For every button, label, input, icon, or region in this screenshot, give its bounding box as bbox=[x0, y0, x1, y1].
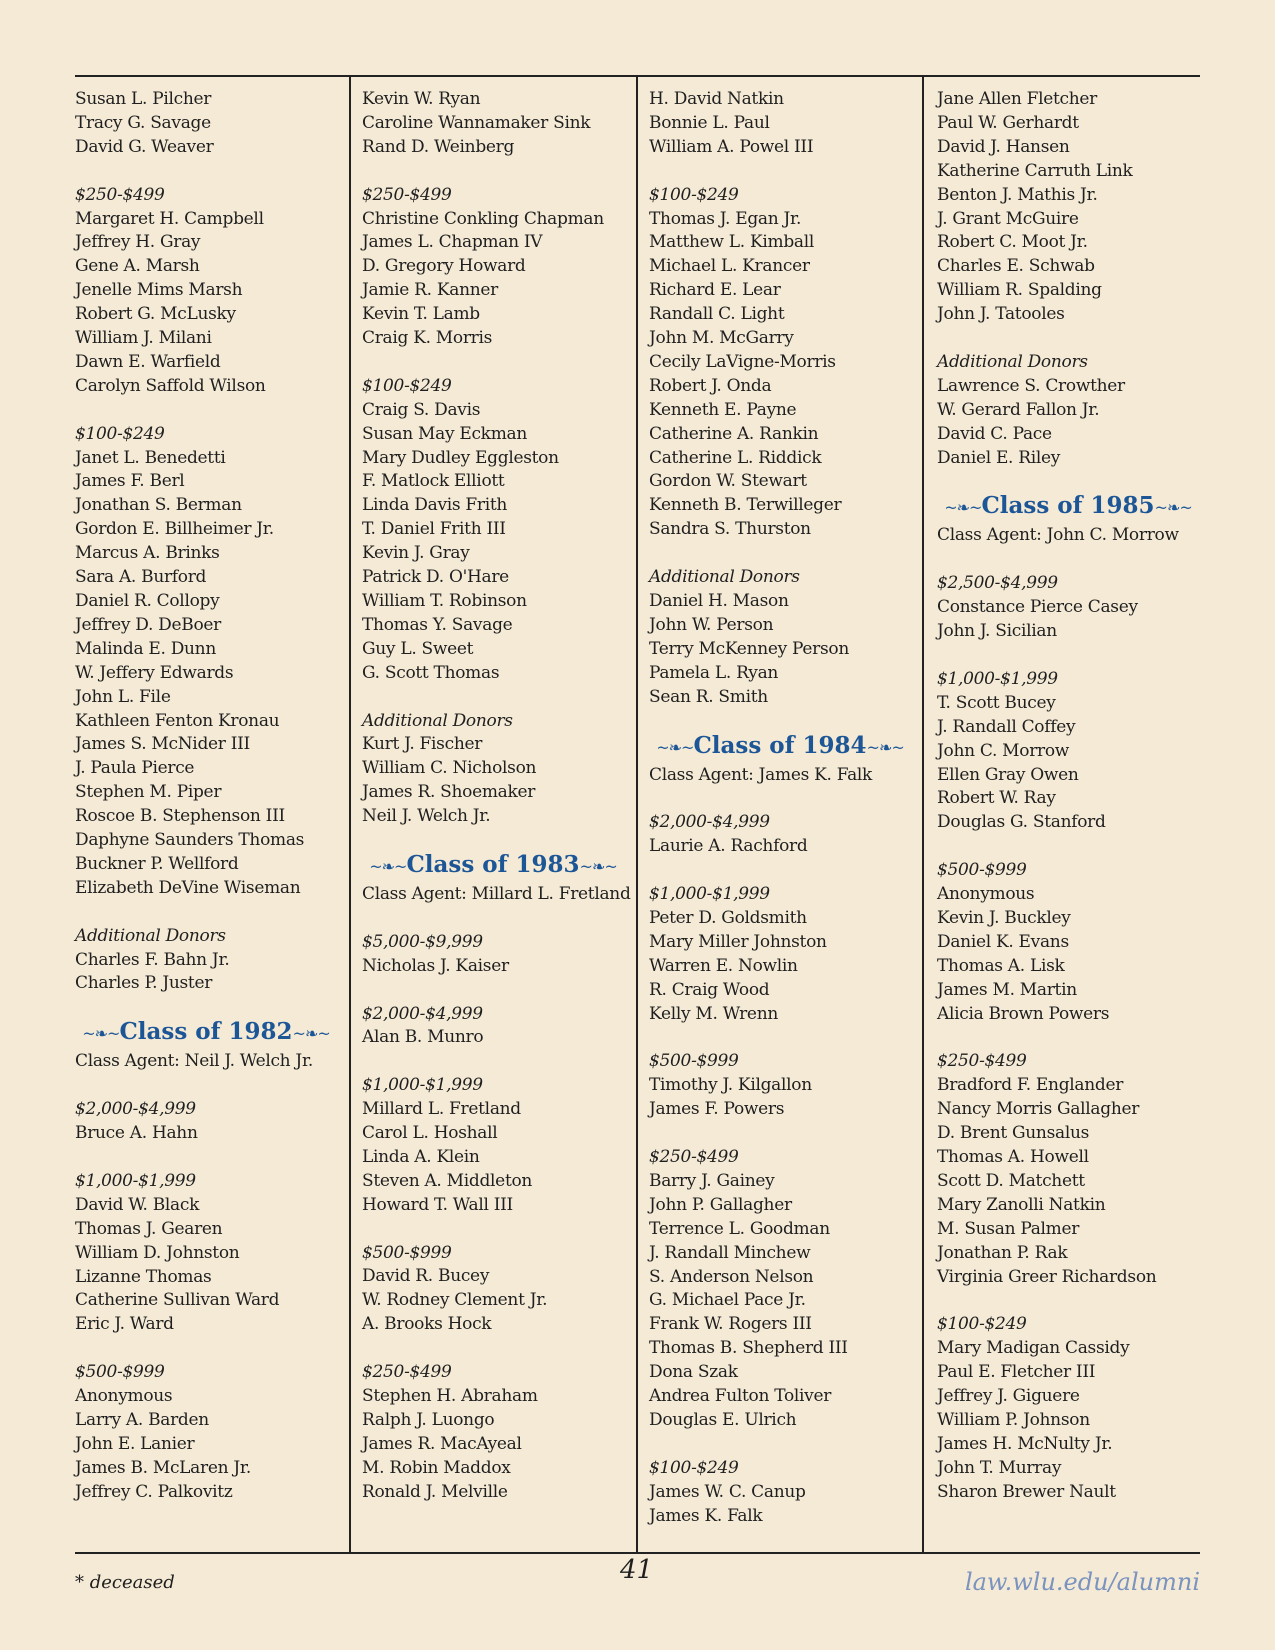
donor-name: Daniel H. Mason bbox=[649, 591, 789, 611]
donor-name: Linda Davis Frith bbox=[362, 495, 508, 516]
class-agent: Class Agent: James K. Falk bbox=[649, 764, 873, 785]
donor-column-4 bbox=[937, 88, 1199, 1505]
donor-name: Douglas G. Stanford bbox=[937, 812, 1106, 833]
donor-name: Alicia Brown Powers bbox=[937, 1003, 1110, 1024]
donor-name: Jenelle Mims Marsh bbox=[75, 280, 243, 301]
gift-range-label: $1,000-$1,999 bbox=[75, 1170, 196, 1191]
gift-range-label: $250-$499 bbox=[937, 1051, 1027, 1072]
spacer bbox=[362, 351, 624, 375]
column-divider bbox=[349, 75, 351, 1554]
donor-name: Dona Szak bbox=[649, 1362, 738, 1383]
donor-name: Robert C. Moot Jr. bbox=[937, 232, 1088, 253]
donor-name: Gordon E. Billheimer Jr. bbox=[75, 519, 274, 540]
donor-name: Mary Madigan Cassidy bbox=[937, 1338, 1130, 1359]
donor-name: Christine Conkling Chapman bbox=[362, 208, 604, 229]
donor-name: Jamie R. Kanner bbox=[362, 280, 498, 301]
donor-name: Cecily LaVigne-Morris bbox=[649, 351, 836, 372]
donor-column-3 bbox=[649, 88, 911, 1528]
gift-range-label: $2,500-$4,999 bbox=[937, 573, 1058, 594]
gift-range-label: $100-$249 bbox=[649, 184, 739, 205]
gift-range-label: $100-$249 bbox=[649, 1457, 739, 1478]
class-year-label: Class of 1983 bbox=[406, 851, 580, 879]
donor-name: Thomas J. Gearen bbox=[75, 1218, 223, 1239]
spacer bbox=[649, 859, 911, 883]
donor-name: James B. McLaren Jr. bbox=[75, 1457, 251, 1478]
spacer bbox=[75, 399, 337, 423]
donor-name: Paul E. Fletcher III bbox=[937, 1362, 1096, 1383]
ornament-left-icon: ~❧~ bbox=[656, 737, 694, 757]
class-year-label: Class of 1985 bbox=[981, 492, 1155, 520]
donor-name: Charles F. Bahn Jr. bbox=[75, 949, 230, 970]
donor-name: James S. McNider III bbox=[75, 734, 250, 755]
donor-name: James R. MacAyeal bbox=[362, 1433, 522, 1454]
donor-name: Susan L. Pilcher bbox=[75, 89, 212, 109]
donor-name: Steven A. Middleton bbox=[362, 1170, 533, 1191]
spacer bbox=[75, 1074, 337, 1098]
donor-name: Daniel K. Evans bbox=[937, 931, 1069, 952]
gift-range-label: $1,000-$1,999 bbox=[937, 668, 1058, 689]
donor-name: Anonymous bbox=[937, 884, 1035, 905]
donor-name: Jeffrey D. DeBoer bbox=[75, 614, 221, 635]
donor-name: Benton J. Mathis Jr. bbox=[937, 184, 1098, 205]
spacer bbox=[649, 542, 911, 566]
donor-name: John M. McGarry bbox=[649, 328, 794, 349]
donor-name: Jonathan P. Rak bbox=[937, 1242, 1068, 1263]
donor-name: Sara A. Burford bbox=[75, 567, 207, 588]
donor-name: Neil J. Welch Jr. bbox=[362, 806, 491, 827]
spacer bbox=[649, 160, 911, 184]
ornament-right-icon: ~❧~ bbox=[292, 1024, 330, 1044]
donor-name: Kevin J. Gray bbox=[362, 543, 470, 564]
column-divider bbox=[922, 75, 924, 1554]
donor-name: Barry J. Gainey bbox=[649, 1170, 775, 1191]
donor-name: Marcus A. Brinks bbox=[75, 543, 220, 564]
donor-name: Charles P. Juster bbox=[75, 973, 213, 994]
donor-name: Jeffrey C. Palkovitz bbox=[75, 1481, 233, 1502]
class-agent: Class Agent: Neil J. Welch Jr. bbox=[75, 1051, 314, 1072]
donor-name: Ellen Gray Owen bbox=[937, 764, 1079, 785]
gift-range-label: $500-$999 bbox=[937, 860, 1027, 881]
donor-name: James L. Chapman IV bbox=[362, 232, 543, 253]
donor-name: John J. Tatooles bbox=[937, 304, 1065, 325]
donor-name: F. Matlock Elliott bbox=[362, 471, 505, 492]
spacer bbox=[649, 1026, 911, 1050]
donor-name: David J. Hansen bbox=[937, 136, 1070, 157]
donor-name: J. Grant McGuire bbox=[937, 208, 1079, 229]
donor-name: Gene A. Marsh bbox=[75, 256, 200, 277]
spacer bbox=[362, 686, 624, 710]
donor-name: Millard L. Fretland bbox=[362, 1099, 521, 1120]
donor-name: A. Brooks Hock bbox=[362, 1314, 492, 1335]
page-number: 41 bbox=[620, 1555, 654, 1585]
spacer bbox=[362, 1050, 624, 1074]
donor-name: Matthew L. Kimball bbox=[649, 232, 815, 253]
donor-name: Roscoe B. Stephenson III bbox=[75, 806, 285, 827]
donor-name: Gordon W. Stewart bbox=[649, 471, 807, 492]
donor-name: Howard T. Wall III bbox=[362, 1194, 513, 1215]
gift-range-label: $100-$249 bbox=[937, 1314, 1027, 1335]
donor-name: James H. McNulty Jr. bbox=[937, 1433, 1113, 1454]
spacer bbox=[75, 1146, 337, 1170]
donor-name: Timothy J. Kilgallon bbox=[649, 1075, 812, 1096]
donor-name: Malinda E. Dunn bbox=[75, 638, 216, 659]
gift-range-label: Additional Donors bbox=[362, 710, 513, 731]
donor-name: Daniel R. Collopy bbox=[75, 591, 220, 611]
class-year-heading bbox=[937, 490, 1199, 524]
donor-name: Susan May Eckman bbox=[362, 423, 527, 444]
donor-name: Mary Zanolli Natkin bbox=[937, 1194, 1106, 1215]
donor-name: John T. Murray bbox=[937, 1457, 1062, 1478]
donor-name: Sharon Brewer Nault bbox=[937, 1481, 1116, 1502]
gift-range-label: $500-$999 bbox=[649, 1051, 739, 1072]
donor-name: Guy L. Sweet bbox=[362, 638, 474, 659]
donor-name: S. Anderson Nelson bbox=[649, 1266, 814, 1287]
donor-column-1 bbox=[75, 88, 337, 1505]
donor-name: Sean R. Smith bbox=[649, 686, 768, 707]
donor-name: Katherine Carruth Link bbox=[937, 160, 1133, 181]
donor-name: Kevin W. Ryan bbox=[362, 89, 481, 109]
donor-name: James K. Falk bbox=[649, 1505, 763, 1526]
donor-name: Paul W. Gerhardt bbox=[937, 112, 1079, 133]
gift-range-label: $250-$499 bbox=[362, 1362, 452, 1383]
donor-name: Nancy Morris Gallagher bbox=[937, 1099, 1140, 1120]
spacer bbox=[937, 835, 1199, 859]
donor-name: Thomas A. Howell bbox=[937, 1146, 1089, 1167]
donor-name: Robert W. Ray bbox=[937, 788, 1056, 809]
donor-name: Daphyne Saunders Thomas bbox=[75, 830, 305, 851]
donor-name: David G. Weaver bbox=[75, 136, 214, 157]
donor-name: John W. Person bbox=[649, 614, 774, 635]
donor-name: G. Michael Pace Jr. bbox=[649, 1290, 806, 1311]
donor-name: William T. Robinson bbox=[362, 591, 527, 611]
spacer bbox=[362, 160, 624, 184]
donor-name: William R. Spalding bbox=[937, 280, 1102, 301]
gift-range-label: $2,000-$4,999 bbox=[362, 1003, 483, 1024]
ornament-left-icon: ~❧~ bbox=[82, 1024, 120, 1044]
ornament-right-icon: ~❧~ bbox=[1154, 498, 1192, 518]
gift-range-label: Additional Donors bbox=[937, 351, 1088, 372]
donor-name: Thomas B. Shepherd III bbox=[649, 1338, 848, 1359]
donor-name: Warren E. Nowlin bbox=[649, 955, 798, 976]
donor-name: James M. Martin bbox=[937, 979, 1077, 1000]
gift-range-label: $250-$499 bbox=[362, 184, 452, 205]
donor-name: M. Susan Palmer bbox=[937, 1218, 1080, 1239]
donor-name: Kevin J. Buckley bbox=[937, 907, 1071, 928]
spacer bbox=[937, 644, 1199, 668]
gift-range-label: $1,000-$1,999 bbox=[362, 1075, 483, 1096]
spacer bbox=[75, 996, 337, 1010]
gift-range-label: $100-$249 bbox=[75, 423, 165, 444]
donor-name: Mary Dudley Eggleston bbox=[362, 447, 559, 468]
donor-name: David R. Bucey bbox=[362, 1266, 490, 1287]
donor-name: J. Randall Coffey bbox=[937, 716, 1076, 737]
donor-name: Andrea Fulton Toliver bbox=[649, 1386, 832, 1407]
donor-name: Anonymous bbox=[75, 1386, 173, 1407]
donor-name: Carol L. Hoshall bbox=[362, 1123, 498, 1144]
donor-name: Stephen M. Piper bbox=[75, 782, 222, 803]
donor-name: Carolyn Saffold Wilson bbox=[75, 375, 266, 396]
donor-name: Michael L. Krancer bbox=[649, 256, 810, 277]
gift-range-label: $500-$999 bbox=[75, 1362, 165, 1383]
donor-name: Thomas Y. Savage bbox=[362, 614, 513, 635]
class-year-label: Class of 1984 bbox=[693, 731, 867, 759]
donor-name: Daniel E. Riley bbox=[937, 447, 1061, 468]
gift-range-label: $5,000-$9,999 bbox=[362, 931, 483, 952]
donor-name: James F. Powers bbox=[649, 1099, 785, 1120]
donor-name: Richard E. Lear bbox=[649, 280, 781, 301]
donor-name: Tracy G. Savage bbox=[75, 112, 211, 133]
donor-name: Kevin T. Lamb bbox=[362, 304, 480, 325]
donor-name: Lawrence S. Crowther bbox=[937, 375, 1125, 396]
donor-name: Douglas E. Ulrich bbox=[649, 1409, 797, 1430]
donor-name: Terry McKenney Person bbox=[649, 638, 850, 659]
spacer bbox=[362, 1337, 624, 1361]
class-year-heading bbox=[649, 730, 911, 764]
spacer bbox=[649, 710, 911, 724]
ornament-right-icon: ~❧~ bbox=[866, 737, 904, 757]
spacer bbox=[937, 327, 1199, 351]
donor-name: J. Randall Minchew bbox=[649, 1242, 811, 1263]
spacer bbox=[362, 1218, 624, 1242]
donor-name: Eric J. Ward bbox=[75, 1314, 174, 1335]
donor-name: Dawn E. Warfield bbox=[75, 351, 221, 372]
donor-name: Lizanne Thomas bbox=[75, 1266, 212, 1287]
donor-name: Scott D. Matchett bbox=[937, 1170, 1085, 1191]
donor-name: Ronald J. Melville bbox=[362, 1481, 508, 1502]
spacer bbox=[75, 901, 337, 925]
donor-name: Mary Miller Johnston bbox=[649, 931, 827, 952]
donor-name: William P. Johnson bbox=[937, 1409, 1090, 1430]
ornament-right-icon: ~❧~ bbox=[579, 857, 617, 877]
donor-name: James W. C. Canup bbox=[649, 1481, 806, 1502]
donor-name: D. Brent Gunsalus bbox=[937, 1123, 1090, 1144]
donor-name: Ralph J. Luongo bbox=[362, 1409, 495, 1430]
donor-name: W. Rodney Clement Jr. bbox=[362, 1290, 548, 1311]
spacer bbox=[937, 470, 1199, 484]
donor-name: Catherine L. Riddick bbox=[649, 447, 822, 468]
spacer bbox=[75, 160, 337, 184]
donor-name: Caroline Wannamaker Sink bbox=[362, 112, 591, 133]
donor-name: Catherine A. Rankin bbox=[649, 423, 819, 444]
spacer bbox=[649, 787, 911, 811]
donor-name: D. Gregory Howard bbox=[362, 256, 526, 277]
donor-name: William J. Milani bbox=[75, 328, 212, 349]
donor-name: Laurie A. Rachford bbox=[649, 836, 808, 857]
gift-range-label: $500-$999 bbox=[362, 1242, 452, 1263]
spacer bbox=[362, 829, 624, 843]
donor-name: Thomas J. Egan Jr. bbox=[649, 208, 802, 229]
donor-name: Bonnie L. Paul bbox=[649, 112, 770, 133]
donor-name: Alan B. Munro bbox=[362, 1027, 484, 1048]
donor-name: Peter D. Goldsmith bbox=[649, 907, 807, 928]
class-year-heading bbox=[75, 1016, 337, 1050]
donor-name: Jeffrey H. Gray bbox=[75, 232, 201, 253]
donor-name: Larry A. Barden bbox=[75, 1409, 209, 1430]
donor-name: John C. Morrow bbox=[937, 740, 1070, 761]
donor-name: W. Gerard Fallon Jr. bbox=[937, 399, 1100, 420]
gift-range-label: $2,000-$4,999 bbox=[649, 812, 770, 833]
donor-name: Jane Allen Fletcher bbox=[937, 89, 1098, 109]
gift-range-label: Additional Donors bbox=[75, 925, 226, 946]
donor-name: Jeffrey J. Giguere bbox=[937, 1386, 1080, 1407]
ornament-left-icon: ~❧~ bbox=[944, 498, 982, 518]
donor-name: Margaret H. Campbell bbox=[75, 208, 264, 229]
donor-name: David C. Pace bbox=[937, 423, 1052, 444]
donor-name: William D. Johnston bbox=[75, 1242, 240, 1263]
donor-name: Terrence L. Goodman bbox=[649, 1218, 830, 1239]
column-divider bbox=[636, 75, 638, 1554]
gift-range-label: $1,000-$1,999 bbox=[649, 884, 770, 905]
donor-name: Rand D. Weinberg bbox=[362, 136, 515, 157]
donor-name: M. Robin Maddox bbox=[362, 1457, 511, 1478]
spacer bbox=[362, 979, 624, 1003]
spacer bbox=[649, 1433, 911, 1457]
footnote-deceased: * deceased bbox=[75, 1572, 175, 1593]
donor-name: Bradford F. Englander bbox=[937, 1075, 1124, 1096]
donor-name: R. Craig Wood bbox=[649, 979, 770, 1000]
donor-name: William C. Nicholson bbox=[362, 758, 537, 779]
donor-name: Patrick D. O'Hare bbox=[362, 567, 509, 588]
class-agent: Class Agent: Millard L. Fretland bbox=[362, 884, 631, 905]
gift-range-label: $100-$249 bbox=[362, 375, 452, 396]
donor-name: Kathleen Fenton Kronau bbox=[75, 710, 280, 731]
donor-name: John P. Gallagher bbox=[649, 1194, 792, 1215]
gift-range-label: $250-$499 bbox=[75, 184, 165, 205]
donor-name: William A. Powel III bbox=[649, 136, 814, 157]
donor-name: Randall C. Light bbox=[649, 304, 785, 325]
donor-name: T. Daniel Frith III bbox=[362, 519, 506, 540]
donor-name: Buckner P. Wellford bbox=[75, 853, 239, 874]
donor-name: Pamela L. Ryan bbox=[649, 662, 779, 683]
class-year-label: Class of 1982 bbox=[119, 1018, 293, 1046]
alumni-url-link[interactable]: law.wlu.edu/alumni bbox=[964, 1568, 1200, 1596]
donor-name: Frank W. Rogers III bbox=[649, 1314, 812, 1335]
donor-name: Kurt J. Fischer bbox=[362, 734, 483, 755]
donor-name: J. Paula Pierce bbox=[75, 758, 195, 779]
donor-name: Janet L. Benedetti bbox=[75, 447, 226, 468]
donor-name: W. Jeffery Edwards bbox=[75, 662, 234, 683]
donor-name: Kelly M. Wrenn bbox=[649, 1003, 778, 1024]
donor-column-2 bbox=[362, 88, 631, 1505]
donor-name: David W. Black bbox=[75, 1194, 200, 1215]
donor-name: Linda A. Klein bbox=[362, 1146, 480, 1167]
spacer bbox=[937, 1026, 1199, 1050]
gift-range-label: Additional Donors bbox=[649, 567, 800, 588]
donor-name: Thomas A. Lisk bbox=[937, 955, 1065, 976]
donor-name: Jonathan S. Berman bbox=[75, 495, 242, 516]
donor-name: Charles E. Schwab bbox=[937, 256, 1095, 277]
spacer bbox=[75, 1337, 337, 1361]
spacer bbox=[362, 907, 624, 931]
donor-name: Elizabeth DeVine Wiseman bbox=[75, 877, 301, 898]
donor-name: Kenneth B. Terwilleger bbox=[649, 495, 842, 516]
donor-name: Catherine Sullivan Ward bbox=[75, 1290, 280, 1311]
donor-name: H. David Natkin bbox=[649, 89, 784, 109]
spacer bbox=[937, 548, 1199, 572]
donor-name: Virginia Greer Richardson bbox=[937, 1266, 1157, 1287]
bottom-rule bbox=[75, 1552, 1200, 1554]
spacer bbox=[649, 1122, 911, 1146]
class-agent: Class Agent: John C. Morrow bbox=[937, 525, 1179, 546]
ornament-left-icon: ~❧~ bbox=[369, 857, 407, 877]
donor-name: James R. Shoemaker bbox=[362, 782, 536, 803]
donor-name: Constance Pierce Casey bbox=[937, 597, 1138, 618]
donor-name: T. Scott Bucey bbox=[937, 692, 1056, 713]
donor-name: G. Scott Thomas bbox=[362, 662, 500, 683]
donor-name: Nicholas J. Kaiser bbox=[362, 955, 509, 976]
donor-name: James F. Berl bbox=[75, 471, 185, 492]
donor-name: Craig K. Morris bbox=[362, 328, 493, 349]
donor-name: John L. File bbox=[75, 686, 171, 707]
donor-name: Sandra S. Thurston bbox=[649, 519, 811, 540]
donor-name: Robert J. Onda bbox=[649, 375, 772, 396]
donor-name: Robert G. McLusky bbox=[75, 304, 236, 325]
donor-name: Bruce A. Hahn bbox=[75, 1123, 198, 1144]
gift-range-label: $250-$499 bbox=[649, 1146, 739, 1167]
class-year-heading bbox=[362, 849, 624, 883]
donor-name: John J. Sicilian bbox=[937, 621, 1057, 642]
donor-name: Kenneth E. Payne bbox=[649, 399, 797, 420]
donor-name: Stephen H. Abraham bbox=[362, 1386, 538, 1406]
donor-name: Craig S. Davis bbox=[362, 399, 481, 420]
spacer bbox=[937, 1289, 1199, 1313]
gift-range-label: $2,000-$4,999 bbox=[75, 1099, 196, 1120]
donor-name: John E. Lanier bbox=[75, 1433, 195, 1454]
